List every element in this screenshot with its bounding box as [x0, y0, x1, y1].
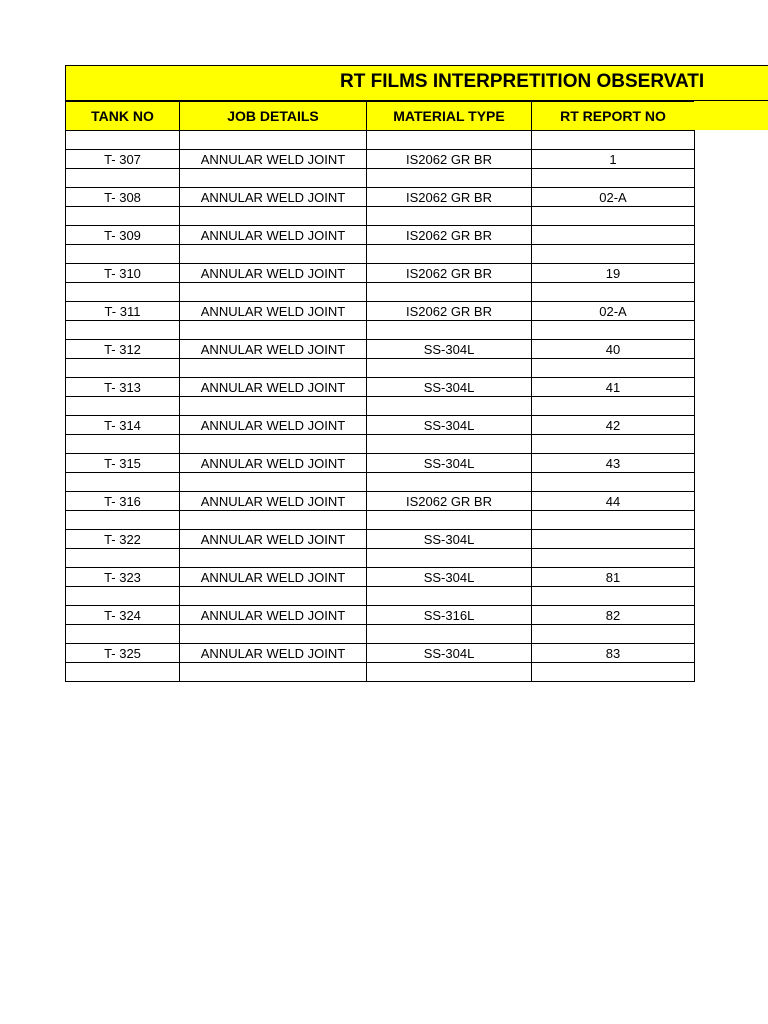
empty-cell[interactable]	[367, 283, 532, 302]
cell-tank-no[interactable]: T- 314	[66, 416, 180, 435]
empty-cell[interactable]	[66, 245, 180, 264]
empty-cell[interactable]	[532, 359, 695, 378]
cell-material-type[interactable]: SS-316L	[367, 606, 532, 625]
cell-tank-no[interactable]: T- 313	[66, 378, 180, 397]
data-table	[65, 101, 695, 682]
empty-cell[interactable]	[532, 435, 695, 454]
cell-tank-no[interactable]: T- 322	[66, 530, 180, 549]
cell-rt-report-no[interactable]: 43	[532, 454, 695, 473]
cell-tank-no[interactable]: T- 308	[66, 188, 180, 207]
cell-job-details[interactable]: ANNULAR WELD JOINT	[180, 302, 367, 321]
header-row	[66, 102, 695, 131]
table-row	[66, 226, 695, 245]
empty-cell[interactable]	[180, 625, 367, 644]
empty-cell[interactable]	[367, 359, 532, 378]
table-row	[66, 492, 695, 511]
empty-cell[interactable]	[367, 625, 532, 644]
cell-tank-no[interactable]: T- 312	[66, 340, 180, 359]
table-row	[66, 454, 695, 473]
empty-row	[66, 359, 695, 378]
empty-row	[66, 587, 695, 606]
cell-material-type[interactable]: IS2062 GR BR	[367, 302, 532, 321]
empty-row	[66, 435, 695, 454]
empty-row	[66, 511, 695, 530]
empty-cell[interactable]	[66, 397, 180, 416]
table-body	[66, 131, 695, 682]
empty-row	[66, 549, 695, 568]
cell-material-type[interactable]: IS2062 GR BR	[367, 264, 532, 283]
cell-material-type[interactable]: SS-304L	[367, 644, 532, 663]
empty-cell[interactable]	[532, 397, 695, 416]
empty-cell[interactable]	[66, 435, 180, 454]
empty-cell[interactable]	[367, 321, 532, 340]
spreadsheet	[65, 65, 768, 682]
empty-cell[interactable]	[180, 131, 367, 150]
cell-material-type[interactable]: SS-304L	[367, 530, 532, 549]
cell-tank-no[interactable]: T- 324	[66, 606, 180, 625]
table-row	[66, 302, 695, 321]
cell-rt-report-no[interactable]: 82	[532, 606, 695, 625]
cell-rt-report-no[interactable]: 83	[532, 644, 695, 663]
cell-rt-report-no[interactable]: 02-A	[532, 188, 695, 207]
empty-cell[interactable]	[66, 169, 180, 188]
cell-job-details[interactable]: ANNULAR WELD JOINT	[180, 188, 367, 207]
title-row	[65, 65, 768, 101]
cell-material-type[interactable]: SS-304L	[367, 378, 532, 397]
page-title: RT FILMS INTERPRETITION OBSERVATI	[340, 71, 705, 92]
empty-cell[interactable]	[367, 473, 532, 492]
cell-rt-report-no[interactable]: 44	[532, 492, 695, 511]
table-row	[66, 378, 695, 397]
empty-cell[interactable]	[66, 625, 180, 644]
table-row	[66, 568, 695, 587]
cell-rt-report-no[interactable]: 81	[532, 568, 695, 587]
table-row	[66, 264, 695, 283]
empty-cell[interactable]	[180, 359, 367, 378]
empty-cell[interactable]	[367, 207, 532, 226]
cell-material-type[interactable]: IS2062 GR BR	[367, 226, 532, 245]
table-row	[66, 530, 695, 549]
cell-tank-no[interactable]: T- 310	[66, 264, 180, 283]
empty-cell[interactable]	[180, 245, 367, 264]
empty-cell[interactable]	[532, 131, 695, 150]
empty-cell[interactable]	[367, 511, 532, 530]
empty-cell[interactable]	[180, 207, 367, 226]
empty-cell[interactable]	[180, 473, 367, 492]
cell-job-details[interactable]: ANNULAR WELD JOINT	[180, 606, 367, 625]
cell-job-details[interactable]: ANNULAR WELD JOINT	[180, 492, 367, 511]
empty-cell[interactable]	[66, 473, 180, 492]
empty-row	[66, 321, 695, 340]
cell-job-details[interactable]: ANNULAR WELD JOINT	[180, 150, 367, 169]
cell-job-details[interactable]: ANNULAR WELD JOINT	[180, 416, 367, 435]
empty-row	[66, 397, 695, 416]
cell-job-details[interactable]: ANNULAR WELD JOINT	[180, 568, 367, 587]
empty-row	[66, 473, 695, 492]
empty-cell[interactable]	[532, 207, 695, 226]
empty-cell[interactable]	[180, 435, 367, 454]
empty-cell[interactable]	[532, 511, 695, 530]
empty-cell[interactable]	[66, 321, 180, 340]
empty-cell[interactable]	[180, 283, 367, 302]
cell-rt-report-no[interactable]: 42	[532, 416, 695, 435]
cell-material-type[interactable]: IS2062 GR BR	[367, 188, 532, 207]
empty-cell[interactable]	[66, 207, 180, 226]
cell-tank-no[interactable]: T- 311	[66, 302, 180, 321]
cell-tank-no[interactable]: T- 325	[66, 644, 180, 663]
table-row	[66, 644, 695, 663]
empty-cell[interactable]	[367, 169, 532, 188]
header-job-details: JOB DETAILS	[180, 102, 367, 131]
empty-cell[interactable]	[532, 549, 695, 568]
cell-material-type[interactable]: IS2062 GR BR	[367, 492, 532, 511]
table-row	[66, 606, 695, 625]
cell-rt-report-no[interactable]: 1	[532, 150, 695, 169]
cell-job-details[interactable]: ANNULAR WELD JOINT	[180, 264, 367, 283]
cell-tank-no[interactable]: T- 309	[66, 226, 180, 245]
table-row	[66, 340, 695, 359]
cell-material-type[interactable]: SS-304L	[367, 416, 532, 435]
empty-cell[interactable]	[180, 397, 367, 416]
cell-rt-report-no[interactable]: 02-A	[532, 302, 695, 321]
empty-cell[interactable]	[66, 663, 180, 682]
empty-cell[interactable]	[180, 663, 367, 682]
empty-cell[interactable]	[66, 549, 180, 568]
header-rt-report-no: RT REPORT NO	[532, 102, 695, 131]
cell-material-type[interactable]: SS-304L	[367, 568, 532, 587]
empty-cell[interactable]	[532, 625, 695, 644]
empty-cell[interactable]	[532, 245, 695, 264]
empty-cell[interactable]	[367, 435, 532, 454]
empty-row	[66, 245, 695, 264]
empty-row	[66, 169, 695, 188]
cell-job-details[interactable]: ANNULAR WELD JOINT	[180, 226, 367, 245]
cell-material-type[interactable]: SS-304L	[367, 340, 532, 359]
cell-tank-no[interactable]: T- 307	[66, 150, 180, 169]
empty-cell[interactable]	[367, 549, 532, 568]
empty-cell[interactable]	[532, 473, 695, 492]
empty-cell[interactable]	[367, 245, 532, 264]
empty-row	[66, 207, 695, 226]
empty-cell[interactable]	[367, 397, 532, 416]
cell-rt-report-no[interactable]	[532, 530, 695, 549]
empty-cell[interactable]	[532, 321, 695, 340]
empty-row	[66, 625, 695, 644]
cell-job-details[interactable]: ANNULAR WELD JOINT	[180, 340, 367, 359]
cell-job-details[interactable]: ANNULAR WELD JOINT	[180, 378, 367, 397]
empty-cell[interactable]	[180, 169, 367, 188]
cell-rt-report-no[interactable]: 40	[532, 340, 695, 359]
empty-cell[interactable]	[180, 321, 367, 340]
cell-tank-no[interactable]: T- 316	[66, 492, 180, 511]
empty-cell[interactable]	[180, 549, 367, 568]
cell-job-details[interactable]: ANNULAR WELD JOINT	[180, 530, 367, 549]
cell-rt-report-no[interactable]: 19	[532, 264, 695, 283]
empty-cell[interactable]	[66, 587, 180, 606]
header-tank-no: TANK NO	[66, 102, 180, 131]
empty-row	[66, 131, 695, 150]
empty-cell[interactable]	[66, 131, 180, 150]
cell-rt-report-no[interactable]: 41	[532, 378, 695, 397]
cell-rt-report-no[interactable]	[532, 226, 695, 245]
table-row	[66, 188, 695, 207]
empty-cell[interactable]	[367, 587, 532, 606]
table-row	[66, 150, 695, 169]
empty-row	[66, 663, 695, 682]
empty-cell[interactable]	[180, 511, 367, 530]
cell-tank-no[interactable]: T- 323	[66, 568, 180, 587]
cell-tank-no[interactable]: T- 315	[66, 454, 180, 473]
table-wrap	[65, 101, 768, 682]
header-fill-extension	[694, 101, 768, 130]
empty-cell[interactable]	[532, 169, 695, 188]
empty-cell[interactable]	[532, 283, 695, 302]
empty-cell[interactable]	[66, 283, 180, 302]
empty-row	[66, 283, 695, 302]
cell-material-type[interactable]: IS2062 GR BR	[367, 150, 532, 169]
empty-cell[interactable]	[66, 511, 180, 530]
empty-cell[interactable]	[532, 663, 695, 682]
cell-material-type[interactable]: SS-304L	[367, 454, 532, 473]
cell-job-details[interactable]: ANNULAR WELD JOINT	[180, 454, 367, 473]
empty-cell[interactable]	[532, 587, 695, 606]
empty-cell[interactable]	[180, 587, 367, 606]
cell-job-details[interactable]: ANNULAR WELD JOINT	[180, 644, 367, 663]
empty-cell[interactable]	[66, 359, 180, 378]
header-material-type: MATERIAL TYPE	[367, 102, 532, 131]
empty-cell[interactable]	[367, 131, 532, 150]
table-row	[66, 416, 695, 435]
empty-cell[interactable]	[367, 663, 532, 682]
